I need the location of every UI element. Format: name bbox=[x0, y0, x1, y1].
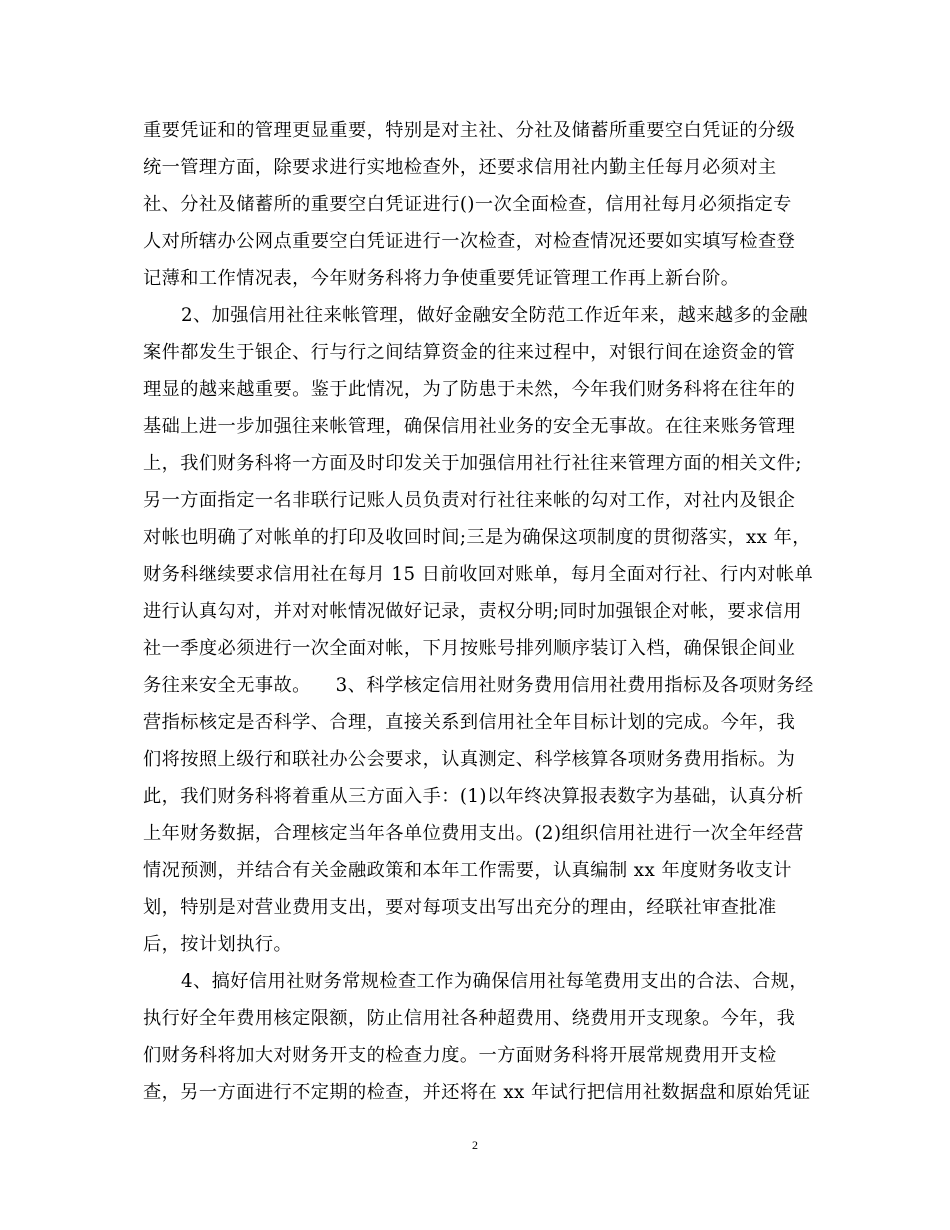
text-line: 上年财务数据，合理核定当年各单位费用支出。(2)组织信用社进行一次全年经营 bbox=[143, 823, 804, 844]
text-line: 记薄和工作情况表，今年财务科将力争使重要凭证管理工作再上新台阶。 bbox=[143, 268, 740, 289]
text-line: 另一方面指定一名非联行记账人员负责对行社往来帐的勾对工作，对社内及银企 bbox=[143, 490, 796, 511]
text-line: 后，按计划执行。 bbox=[143, 934, 293, 955]
text-line: 情况预测，并结合有关金融政策和本年工作需要，认真编制 xx 年度财务收支计 bbox=[143, 860, 792, 881]
text-line: 人对所辖办公网点重要空白凭证进行一次检查，对检查情况还要如实填写检查登 bbox=[143, 231, 796, 252]
text-line: 财务科继续要求信用社在每月 15 日前收回对账单，每月全面对行社、行内对帐单 bbox=[143, 564, 814, 585]
text-line: 营指标核定是否科学、合理，直接关系到信用社全年目标计划的完成。今年，我 bbox=[143, 712, 796, 733]
page-number: 2 bbox=[472, 1138, 478, 1152]
text-line: 上，我们财务科将一方面及时印发关于加强信用社行社往来管理方面的相关文件; bbox=[143, 453, 802, 474]
text-line: 们将按照上级行和联社办公会要求，认真测定、科学核算各项财务费用指标。为 bbox=[143, 749, 796, 770]
text-line: 基础上进一步加强往来帐管理，确保信用社业务的安全无事故。在往来账务管理 bbox=[143, 416, 796, 437]
text-line: 进行认真勾对，并对对帐情况做好记录，责权分明;同时加强银企对帐，要求信用 bbox=[143, 601, 802, 622]
text-line: 们财务科将加大对财务开支的检查力度。一方面财务科将开展常规费用开支检 bbox=[143, 1045, 777, 1066]
paragraph-2-start: 2、加强信用社往来帐管理，做好金融安全防范工作近年来，越来越多的金融 bbox=[181, 305, 809, 326]
text-line: 社、分社及储蓄所的重要空白凭证进行()一次全面检查，信用社每月必须指定专 bbox=[143, 194, 792, 215]
text-line: 统一管理方面，除要求进行实地检查外，还要求信用社内勤主任每月必须对主 bbox=[143, 157, 777, 178]
text-line: 此，我们财务科将着重从三方面入手：(1)以年终决算报表数字为基础，认真分析 bbox=[143, 786, 804, 807]
text-line: 查，另一方面进行不定期的检查，并还将在 xx 年试行把信用社数据盘和原始凭证 bbox=[143, 1082, 811, 1103]
text-line: 对帐也明确了对帐单的打印及收回时间;三是为确保这项制度的贯彻落实，xx 年， bbox=[143, 527, 811, 548]
text-line: 划，特别是对营业费用支出，要对每项支出写出充分的理由，经联社审查批准 bbox=[143, 897, 777, 918]
text-line: 理显的越来越重要。鉴于此情况，为了防患于未然，今年我们财务科将在往年的 bbox=[143, 379, 796, 400]
text-line: 执行好全年费用核定限额，防止信用社各种超费用、绕费用开支现象。今年，我 bbox=[143, 1008, 796, 1029]
paragraph-4-start: 4、搞好信用社财务常规检查工作为确保信用社每笔费用支出的合法、合规， bbox=[181, 971, 809, 992]
text-line: 社一季度必须进行一次全面对帐，下月按账号排列顺序装订入档，确保银企间业 bbox=[143, 638, 796, 659]
text-line: 案件都发生于银企、行与行之间结算资金的往来过程中，对银行间在途资金的管 bbox=[143, 342, 796, 363]
text-line: 重要凭证和的管理更显重要，特别是对主社、分社及储蓄所重要空白凭证的分级 bbox=[143, 120, 796, 141]
text-line: 务往来安全无事故。 3、科学核定信用社财务费用信用社费用指标及各项财务经 bbox=[143, 675, 814, 696]
